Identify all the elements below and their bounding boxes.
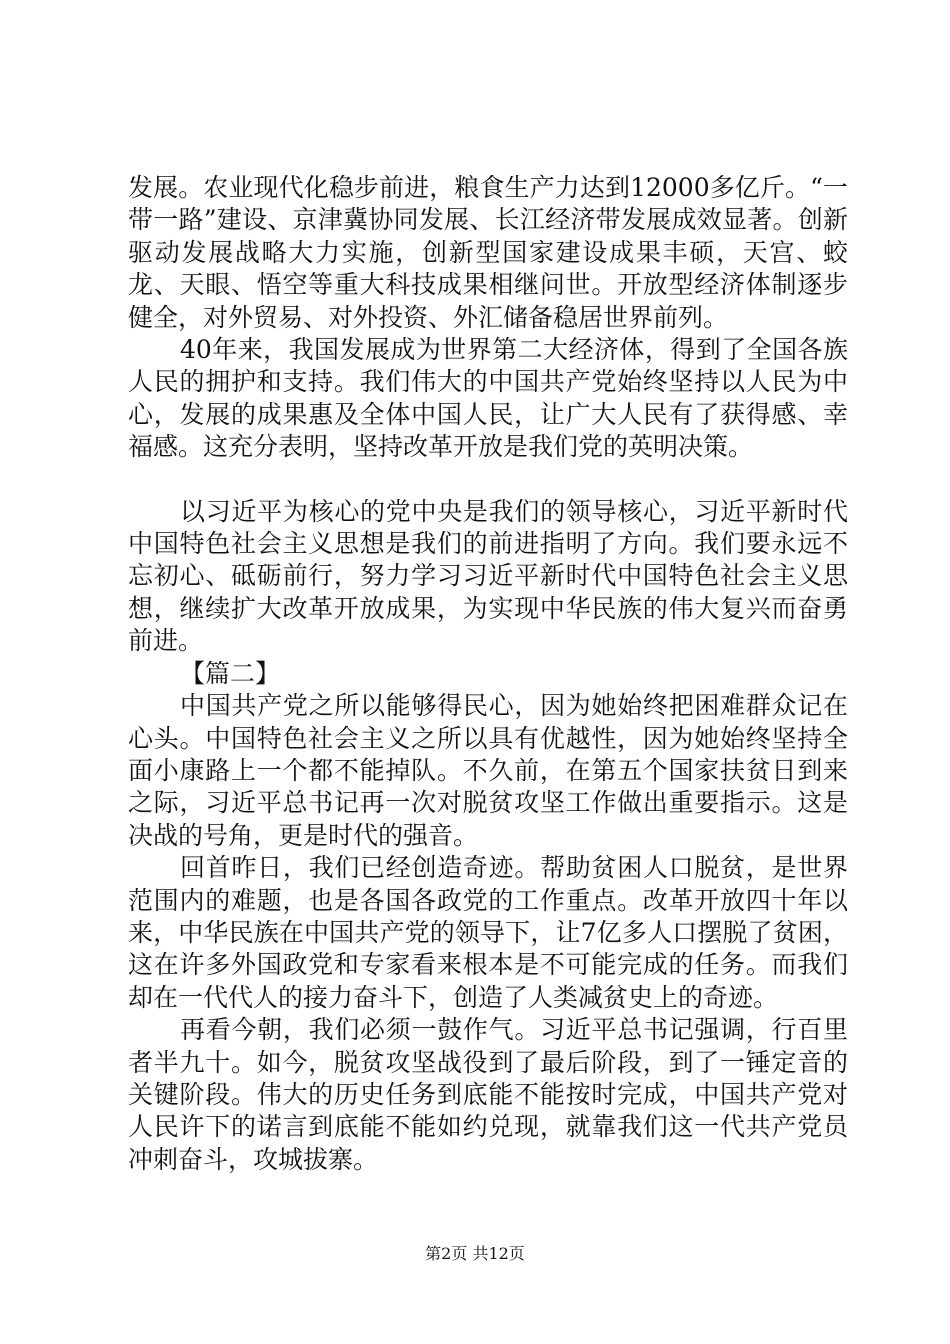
paragraph-gap [128,464,848,496]
paragraph-6: 再看今朝，我们必须一鼓作气。习近平总书记强调，行百里者半九十。如今，脱贫攻坚战役到了最后阶段，到了一锤定音的关键阶段。伟大的历史任务到底能不能按时完成，中国共产党对人民许下的诺言到底能不能如约兑现，就靠我们这一代共产党员冲刺奋斗，攻城拔寨。 [128,1015,848,1174]
document-body [128,172,848,1176]
paragraph-3: 以习近平为核心的党中央是我们的领导核心，习近平新时代中国特色社会主义思想是我们的前进指明了方向。我们要永远不忘初心、砥砺前行，努力学习习近平新时代中国特色社会主义思想，继续扩大改革开放成果，为实现中华民族的伟大复兴而奋勇前进。 [128,496,848,656]
page-footer: 第2页 共12页 [425,1244,525,1263]
paragraph-1: 发展。农业现代化稳步前进，粮食生产力达到12000多亿斤。“一带一路”建设、京津冀协同发展、长江经济带发展成效显著。创新驱动发展战略大力实施，创新型国家建设成果丰硕，天宫、蛟龙、天眼、悟空等重大科技成果相继问世。开放型经济体制逐步健全，对外贸易、对外投资、外汇储备稳居世界前列。 [128,173,848,332]
section-heading: 【篇二】 [180,658,281,688]
paragraph-5: 回首昨日，我们已经创造奇迹。帮助贫困人口脱贫，是世界范围内的难题，也是各国各政党的工作重点。改革开放四十年以来，中华民族在中国共产党的领导下，让7亿多人口摆脱了贫困，这在许多外国政党和专家看来根本是不可能完成的任务。而我们却在一代代人的接力奋斗下，创造了人类减贫史上的奇迹。 [128,853,848,1012]
paragraph-4: 中国共产党之所以能够得民心，因为她始终把困难群众记在心头。中国特色社会主义之所以具有优越性，因为她始终坚持全面小康路上一个都不能掉队。不久前，在第五个国家扶贫日到来之际，习近平总书记再一次对脱贫攻坚工作做出重要指示。这是决战的号角，更是时代的强音。 [128,691,848,850]
paragraph-2: 40年来，我国发展成为世界第二大经济体，得到了全国各族人民的拥护和支持。我们伟大的中国共产党始终坚持以人民为中心，发展的成果惠及全体中国人民，让广大人民有了获得感、幸福感。这充分表明，坚持改革开放是我们党的英明决策。 [128,335,848,462]
